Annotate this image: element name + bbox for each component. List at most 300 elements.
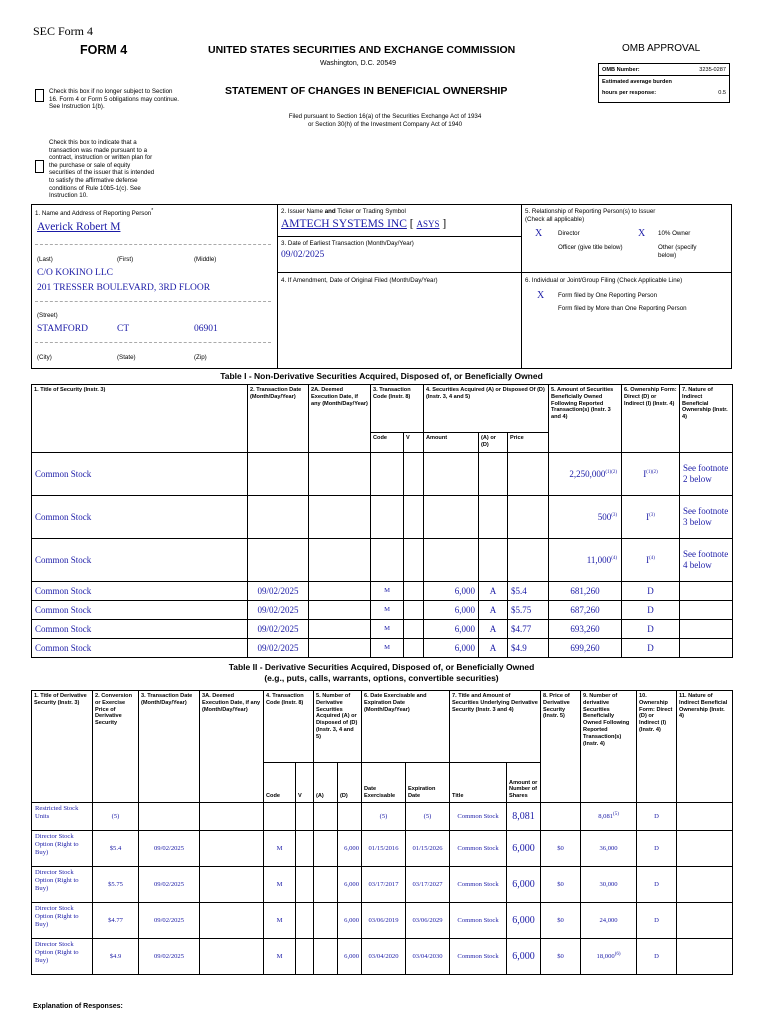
t1-date [248, 496, 309, 539]
hours-label: hours per response: [602, 90, 657, 96]
t1-amount [424, 453, 479, 496]
t1-price-text: $4.9 [511, 643, 527, 653]
t1-v [404, 539, 424, 582]
t2-v: V [296, 763, 314, 803]
hours-value: 0.5 [718, 90, 726, 96]
t2-conv [93, 939, 139, 975]
t1-nature [680, 453, 733, 496]
footnote-ref: (3) [611, 513, 618, 518]
t2-conv-text: $5.4 [109, 844, 122, 852]
t1-nature-text: See footnote 3 below [683, 506, 729, 527]
zip-value: 06901 [194, 324, 218, 334]
t1-amount-text: 6,000 [454, 643, 475, 653]
t2-owned-text: 24,000 [599, 916, 618, 924]
t2-code-text: M [276, 880, 283, 888]
t1-amount [424, 582, 479, 601]
t2-v [296, 903, 314, 939]
t1-date-text: 09/02/2025 [257, 624, 299, 634]
t2-form [637, 803, 677, 831]
t1-form-text: D [647, 605, 654, 615]
t1-title [32, 453, 248, 496]
t2-conv [93, 903, 139, 939]
t2-title-text: Director Stock Option (Right to Buy) [35, 833, 79, 856]
t2-a [314, 939, 338, 975]
t2-h7: 7. Title and Amount of Securities Underlying Derivative Security (Instr. 3 and 4) [450, 691, 541, 763]
t1-owned-text: 693,260 [570, 624, 600, 634]
t2-d-text: 6,000 [344, 880, 360, 888]
t1-price [508, 582, 549, 601]
t1-price [508, 601, 549, 620]
t2-d [338, 903, 362, 939]
t1-ad [479, 639, 508, 658]
t1-title-text: Common Stock [35, 555, 92, 565]
officer-label: Officer (give title below) [558, 244, 623, 251]
t2-form-text: D [654, 880, 659, 888]
address-line-2: 201 TRESSER BOULEVARD, 3RD FLOOR [37, 283, 211, 293]
t2-uamt [507, 903, 541, 939]
one-person-check[interactable]: X [537, 290, 545, 301]
footnote-ref: (1)(2) [605, 470, 618, 475]
t2-title-text: Director Stock Option (Right to Buy) [35, 905, 79, 928]
t1-price [508, 539, 549, 582]
t1-nature [680, 639, 733, 658]
t1-date [248, 453, 309, 496]
t1-nature-text: See footnote 4 below [683, 549, 729, 570]
table2-row [32, 903, 733, 939]
t1-deemed [309, 453, 371, 496]
t2-dex [362, 831, 406, 867]
t1-price [508, 453, 549, 496]
t1-amount-text: 6,000 [454, 586, 475, 596]
t2-conv-text: $4.9 [109, 952, 122, 960]
t1-form [622, 639, 680, 658]
t1-ad [479, 582, 508, 601]
t2-owned [581, 867, 637, 903]
t2-exp-text: 03/17/2027 [412, 880, 443, 888]
t1-deemed [309, 539, 371, 582]
t1-nature [680, 601, 733, 620]
t1-title-text: Common Stock [35, 624, 92, 634]
t2-uamt [507, 831, 541, 867]
t2-dex-text: 03/04/2020 [368, 952, 399, 960]
t2-d-text: 6,000 [344, 952, 360, 960]
table1-row [32, 453, 733, 496]
burden-label: Estimated average burden [602, 79, 672, 85]
t2-date-text: 09/02/2025 [153, 880, 185, 888]
t2-uamt-text: 8,081 [512, 811, 535, 822]
t2-date-text: 09/02/2025 [153, 844, 185, 852]
t2-form-text: D [654, 916, 659, 924]
filed-pursuant-1: Filed pursuant to Section 16(a) of the Securities Exchange Act of 1934 [288, 113, 482, 120]
t1-h2: 2. Transaction Date (Month/Day/Year) [248, 385, 309, 453]
t1-form [622, 496, 680, 539]
t1-code [371, 496, 404, 539]
t1-price [508, 620, 549, 639]
t2-v [296, 831, 314, 867]
t2-date [139, 939, 200, 975]
t2-d [338, 831, 362, 867]
t2-nature [677, 867, 733, 903]
t2-title [32, 903, 93, 939]
no-longer-subject-label: Check this box if no longer subject to Section 16. Form 4 or Form 5 obligations may continue. See Instruction 1(b). [49, 88, 179, 111]
t1-title-text: Common Stock [35, 605, 92, 615]
t1-code [371, 601, 404, 620]
t1-ad [479, 496, 508, 539]
table1-row [32, 539, 733, 582]
table2-row [32, 867, 733, 903]
table2-title: Table II - Derivative Securities Acquired, Disposed of, or Beneficially Owned [228, 662, 535, 672]
state-value: CT [117, 324, 130, 334]
city-label: (City) [37, 354, 52, 361]
t2-title-text: Restricted Stock Units [35, 805, 79, 820]
footnote-ref: (3) [649, 513, 655, 518]
t2-h9: 9. Number of derivative Securities Beneficially Owned Following Reported Transaction(s) (Instr. 4) [581, 691, 637, 803]
footnote-ref: (4) [649, 556, 655, 561]
table2-row [32, 831, 733, 867]
t1-code-text: M [384, 644, 390, 651]
omb-box [598, 63, 730, 103]
t1-h7: 7. Nature of Indirect Beneficial Ownership (Instr. 4) [680, 385, 733, 453]
issuer-name-line: AMTECH SYSTEMS INC [ ASYS ] [281, 218, 447, 230]
t1-v [404, 496, 424, 539]
middle-label: (Middle) [194, 256, 217, 263]
t2-exp: Expiration Date [406, 763, 450, 803]
t2-h6: 6. Date Exercisable and Expiration Date (Month/Day/Year) [362, 691, 450, 763]
t1-date [248, 639, 309, 658]
t1-ad [479, 620, 508, 639]
t2-code [264, 803, 296, 831]
issuer-name[interactable]: AMTECH SYSTEMS INC [281, 218, 407, 230]
t2-price-text: $0 [557, 952, 564, 960]
t2-dex [362, 803, 406, 831]
t2-owned [581, 803, 637, 831]
omb-number: 3235-0287 [699, 67, 726, 73]
t1-code [371, 453, 404, 496]
zip-label: (Zip) [194, 354, 207, 361]
earliest-date-label: 3. Date of Earliest Transaction (Month/Day/Year) [281, 240, 414, 247]
t1-aord: (A) or (D) [479, 433, 508, 453]
t2-price-text: $0 [557, 916, 564, 924]
t1-nature [680, 496, 733, 539]
footnote-ref: (1)(2) [646, 470, 658, 475]
one-person-label: Form filed by One Reporting Person [558, 292, 658, 299]
t1-v: V [404, 433, 424, 453]
table1-row [32, 496, 733, 539]
ten-percent-label: 10% Owner [658, 230, 691, 237]
t1-code [371, 582, 404, 601]
t1-date-text: 09/02/2025 [257, 643, 299, 653]
t2-code-text: M [276, 952, 283, 960]
state-label: (State) [117, 354, 136, 361]
t2-utitle-text: Common Stock [457, 916, 499, 924]
t2-date [139, 867, 200, 903]
t2-form-text: D [654, 844, 659, 852]
t1-price [508, 639, 549, 658]
t1-ad [479, 601, 508, 620]
t2-date-text: 09/02/2025 [153, 916, 185, 924]
t1-date-text: 09/02/2025 [257, 586, 299, 596]
t2-date-ex: Date Exercisable [362, 763, 406, 803]
t2-v [296, 803, 314, 831]
t2-h5: 5. Number of Derivative Securities Acquired (A) or Disposed of (D) (Instr. 3, 4 and 5) [314, 691, 362, 763]
t1-owned-text: 687,260 [570, 605, 600, 615]
t2-h4: 4. Transaction Code (Instr. 8) [264, 691, 314, 763]
t2-utitle-text: Common Stock [457, 812, 499, 820]
t1-owned [549, 639, 622, 658]
earliest-date-value: 09/02/2025 [281, 250, 325, 260]
t1-ad-text: A [489, 586, 497, 596]
commission-title: UNITED STATES SECURITIES AND EXCHANGE COMMISSION [208, 44, 516, 56]
t2-utitle-text: Common Stock [457, 844, 499, 852]
t2-utitle [450, 867, 507, 903]
t1-amount: Amount [424, 433, 479, 453]
t1-owned-text: 500 [597, 512, 612, 522]
table1-row [32, 582, 733, 601]
t1-amount [424, 639, 479, 658]
street-label: (Street) [37, 312, 58, 319]
more-person-label: Form filed by More than One Reporting Person [558, 305, 687, 312]
t2-d-text: 6,000 [344, 844, 360, 852]
t1-price: Price [508, 433, 549, 453]
t2-price-text: $0 [557, 844, 564, 852]
t2-utitle [450, 803, 507, 831]
t2-title-text: Director Stock Option (Right to Buy) [35, 869, 79, 892]
t2-date [139, 831, 200, 867]
statement-title: STATEMENT OF CHANGES IN BENEFICIAL OWNERSHIP [225, 85, 508, 97]
t1-title [32, 539, 248, 582]
explanation-label: Explanation of Responses: [33, 1003, 123, 1010]
t2-utitle-text: Common Stock [457, 952, 499, 960]
sec-form-label: SEC Form 4 [33, 24, 94, 38]
footnote-ref: (6) [614, 952, 621, 958]
t1-amount [424, 496, 479, 539]
t2-d-text: 6,000 [344, 916, 360, 924]
table2-subtitle: (e.g., puts, calls, warrants, options, convertible securities) [264, 673, 499, 683]
t2-owned-text: 18,000 [596, 953, 615, 961]
t1-owned-text: 11,000 [586, 555, 612, 565]
t2-exp-text: 03/06/2029 [412, 916, 443, 924]
t2-h11: 11. Nature of Indirect Beneficial Ownership (Instr. 4) [677, 691, 733, 803]
rule-10b5-1-label: Check this box to indicate that a transaction was made pursuant to a contract, instruction or written plan for the purchase or sale of equity securities of the issuer that is intended to satisfy the affirmative defense conditions of Rule 10b5-1(c). See Instruction 10. [49, 139, 155, 200]
location: Washington, D.C. 20549 [320, 60, 397, 67]
t1-form-text: I [646, 512, 650, 522]
t2-deemed [200, 803, 264, 831]
t1-title-text: Common Stock [35, 643, 92, 653]
t1-h6: 6. Ownership Form: Direct (D) or Indirect (I) (Instr. 4) [622, 385, 680, 453]
t2-dex-text: 03/17/2017 [368, 880, 399, 888]
t1-ad-text: A [489, 605, 497, 615]
t1-owned [549, 453, 622, 496]
t2-exp [406, 831, 450, 867]
t1-amount-text: 6,000 [454, 605, 475, 615]
amendment-label: 4. If Amendment, Date of Original Filed (Month/Day/Year) [281, 277, 438, 284]
t1-owned [549, 496, 622, 539]
t2-owned [581, 831, 637, 867]
t2-dex-text: (5) [379, 812, 388, 820]
t2-a [314, 903, 338, 939]
t2-price [541, 903, 581, 939]
t1-owned-text: 699,260 [570, 643, 600, 653]
t1-title [32, 496, 248, 539]
t2-exp [406, 939, 450, 975]
t2-amount-col: Amount or Number of Shares [507, 763, 541, 803]
t2-price-text: $0 [557, 880, 564, 888]
t1-owned-text: 2,250,000 [569, 469, 606, 479]
t2-exp [406, 867, 450, 903]
t2-uamt-text: 6,000 [512, 915, 535, 926]
t2-exp-text: 03/04/2030 [412, 952, 443, 960]
t1-owned [549, 601, 622, 620]
t2-dex [362, 903, 406, 939]
t2-code [264, 867, 296, 903]
t1-form-text: D [647, 624, 654, 634]
t2-dex [362, 867, 406, 903]
other-label: Other (specify below) [658, 244, 697, 259]
t1-form [622, 620, 680, 639]
form-title: FORM 4 [80, 43, 128, 57]
t1-date [248, 620, 309, 639]
t1-ad [479, 453, 508, 496]
t2-price [541, 867, 581, 903]
t2-h3: 3. Transaction Date (Month/Day/Year) [139, 691, 200, 803]
t1-code [371, 539, 404, 582]
t2-code-text: M [276, 844, 283, 852]
table1-row [32, 601, 733, 620]
t2-h3a: 3A. Deemed Execution Date, if any (Month/Day/Year) [200, 691, 264, 803]
t2-deemed [200, 867, 264, 903]
t2-d [338, 939, 362, 975]
t1-title [32, 601, 248, 620]
t2-price [541, 803, 581, 831]
reporting-person-name[interactable]: Averick Robert M [37, 221, 121, 233]
t2-utitle [450, 939, 507, 975]
t1-v [404, 639, 424, 658]
t1-nature [680, 539, 733, 582]
t2-deemed [200, 939, 264, 975]
table1 [31, 384, 733, 658]
t2-price [541, 939, 581, 975]
ten-percent-check[interactable]: X [638, 228, 646, 239]
t2-h2: 2. Conversion or Exercise Price of Derivative Security [93, 691, 139, 803]
t2-a [314, 831, 338, 867]
t1-h4: 4. Securities Acquired (A) or Disposed Of (D) (Instr. 3, 4 and 5) [424, 385, 549, 433]
t1-date [248, 582, 309, 601]
table2-row [32, 939, 733, 975]
t1-v [404, 582, 424, 601]
first-label: (First) [117, 256, 134, 263]
t2-form [637, 831, 677, 867]
t2-dex [362, 939, 406, 975]
rule-10b5-1-checkbox[interactable] [35, 160, 44, 173]
no-longer-subject-checkbox[interactable] [35, 89, 44, 102]
t1-price [508, 496, 549, 539]
table1-row [32, 639, 733, 658]
filed-pursuant-2: or Section 30(h) of the Investment Company Act of 1940 [307, 121, 463, 128]
t2-title [32, 831, 93, 867]
t1-deemed [309, 582, 371, 601]
t2-dex-text: 01/15/2016 [368, 844, 399, 852]
t2-form-text: D [654, 952, 659, 960]
issuer-label: 2. Issuer Name and Ticker or Trading Symbol [281, 208, 406, 215]
omb-approval-title: OMB APPROVAL [622, 43, 701, 54]
t1-v [404, 620, 424, 639]
director-check[interactable]: X [535, 228, 543, 239]
t2-nature [677, 803, 733, 831]
table1-row [32, 620, 733, 639]
relationship-label: 5. Relationship of Reporting Person(s) to Issuer [525, 208, 656, 215]
table2-row [32, 803, 733, 831]
t2-owned [581, 939, 637, 975]
t1-h2a: 2A. Deemed Execution Date, if any (Month/Day/Year) [309, 385, 371, 453]
t2-conv [93, 867, 139, 903]
omb-number-label: OMB Number: [602, 67, 640, 73]
t2-uamt [507, 803, 541, 831]
t2-uamt [507, 939, 541, 975]
t2-exp [406, 903, 450, 939]
t1-owned [549, 582, 622, 601]
t1-ad [479, 539, 508, 582]
t1-title-text: Common Stock [35, 586, 92, 596]
t1-amount [424, 539, 479, 582]
t2-uamt-text: 6,000 [512, 879, 535, 890]
t2-utitle [450, 903, 507, 939]
t2-title [32, 867, 93, 903]
t2-title-text: Director Stock Option (Right to Buy) [35, 941, 79, 964]
t1-code-text: M [384, 606, 390, 613]
t2-form [637, 867, 677, 903]
t2-h1: 1. Title of Derivative Security (Instr. 3) [32, 691, 93, 803]
t2-a [314, 867, 338, 903]
t1-price-text: $5.75 [511, 605, 532, 615]
t2-owned-text: 36,000 [599, 844, 618, 852]
t2-code [264, 831, 296, 867]
t2-owned-text: 8,081 [598, 813, 614, 821]
t2-d [338, 803, 362, 831]
t1-code [371, 620, 404, 639]
t1-deemed [309, 601, 371, 620]
t1-date [248, 539, 309, 582]
t1-form [622, 582, 680, 601]
t1-ad-text: A [489, 624, 497, 634]
table2 [31, 690, 733, 975]
t2-a [314, 803, 338, 831]
t1-v [404, 453, 424, 496]
t2-owned-text: 30,000 [599, 880, 618, 888]
t1-title-text: Common Stock [35, 469, 92, 479]
t1-price-text: $4.77 [511, 624, 532, 634]
t2-dex-text: 03/06/2019 [368, 916, 399, 924]
t1-code: Code [371, 433, 404, 453]
t2-conv [93, 831, 139, 867]
t1-deemed [309, 639, 371, 658]
t1-form-text: I [643, 469, 647, 479]
footnote-ref: (4) [611, 556, 618, 561]
t2-form [637, 939, 677, 975]
city-value: STAMFORD [37, 324, 88, 334]
t2-date [139, 803, 200, 831]
t1-owned [549, 539, 622, 582]
issuer-ticker[interactable]: ASYS [416, 219, 440, 229]
t2-utitle-text: Common Stock [457, 880, 499, 888]
t1-form-text: D [647, 586, 654, 596]
t2-exp-text: 01/15/2026 [412, 844, 443, 852]
t2-utitle [450, 831, 507, 867]
t2-date-text: 09/02/2025 [153, 952, 185, 960]
t2-a: (A) [314, 763, 338, 803]
t1-h3: 3. Transaction Code (Instr. 8) [371, 385, 424, 433]
t1-date [248, 601, 309, 620]
t2-d: (D) [338, 763, 362, 803]
